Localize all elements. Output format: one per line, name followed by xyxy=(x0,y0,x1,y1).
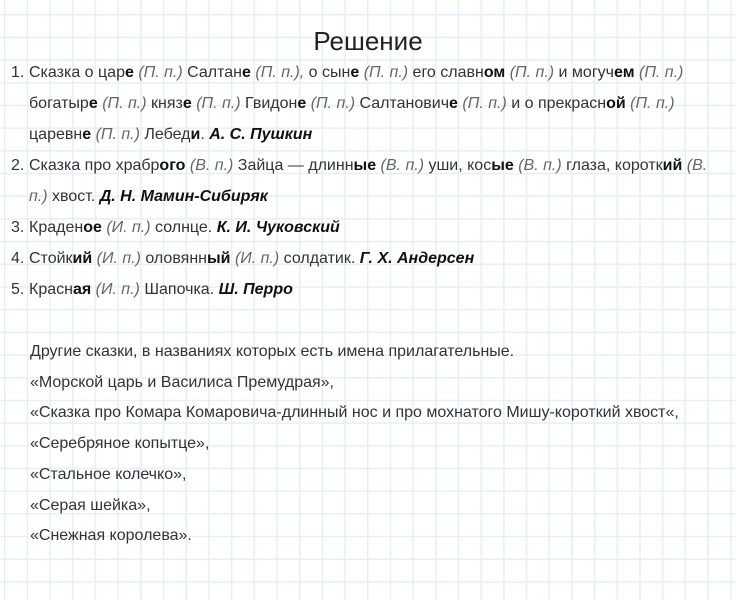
adjective-ending: ые xyxy=(353,157,377,174)
item-number: 3. xyxy=(11,219,25,236)
text-segment: Стойк xyxy=(29,250,73,267)
solution-item xyxy=(0,150,725,212)
case-label: (П. п.), xyxy=(255,64,305,81)
case-label: (И. п.) xyxy=(106,219,151,236)
solution-list xyxy=(0,57,725,305)
adjective-ending: е xyxy=(82,126,92,143)
text-segment: хвост. xyxy=(47,188,100,205)
author-name: Ш. Перро xyxy=(218,281,293,298)
text-segment: Шапочка. xyxy=(139,281,219,298)
solution-item xyxy=(0,57,725,150)
text-segment: солнце. xyxy=(150,219,217,236)
case-label: (И. п.) xyxy=(96,250,141,267)
author-name: Д. Н. Мамин-Сибиряк xyxy=(99,188,268,205)
text-segment: Салтан xyxy=(182,64,243,81)
adjective-ending: ий xyxy=(662,157,683,174)
case-label: (В. п.) xyxy=(518,157,562,174)
text-segment: царевн xyxy=(29,126,83,143)
text-segment: Гвидон xyxy=(240,95,298,112)
adjective-ending: ом xyxy=(483,64,506,81)
text-segment: и о прекрасн xyxy=(506,95,607,112)
text-segment: оловянн xyxy=(140,250,207,267)
case-label: (П. п.) xyxy=(462,95,507,112)
adjective-ending: е xyxy=(297,95,307,112)
tale-title: «Морской царь и Василиса Премудрая», xyxy=(30,373,334,391)
text-segment: солдатик. xyxy=(279,250,360,267)
text-segment: глаза, коротк xyxy=(561,157,663,174)
case-label: (И. п.) xyxy=(234,250,280,267)
page-title: Решение xyxy=(313,26,423,57)
text-segment: . xyxy=(200,126,210,143)
tale-title: «Сказка про Комара Комаровича-длинный нос и про мохнатого Мишу-короткий хвост«, xyxy=(30,404,679,422)
case-label: (П. п.) xyxy=(509,64,555,81)
case-label: (П. п.) xyxy=(95,126,140,143)
text-segment: о сын xyxy=(304,64,351,81)
tale-title: «Серая шейка», xyxy=(30,496,151,514)
solution-item xyxy=(0,274,725,305)
case-label: (П. п.) xyxy=(310,95,356,112)
adjective-ending: е xyxy=(350,64,360,81)
adjective-ending: е xyxy=(242,64,251,81)
author-name: Г. Х. Андерсен xyxy=(359,250,475,267)
item-number: 2. xyxy=(11,157,25,174)
adjective-ending: ая xyxy=(72,281,92,298)
item-number: 4. xyxy=(11,250,25,267)
case-label: (П. п.) xyxy=(102,95,147,112)
text-segment: богатыр xyxy=(29,95,89,112)
adjective-ending: ем xyxy=(614,64,635,81)
adjective-ending: ые xyxy=(491,157,514,174)
adjective-ending: ого xyxy=(159,157,186,174)
adjective-ending: и xyxy=(190,126,201,143)
text-segment: Краден xyxy=(29,219,84,236)
tale-title: «Серебряное копытце», xyxy=(30,435,210,453)
text-segment: и могуч xyxy=(554,64,614,81)
adjective-ending: е xyxy=(182,95,192,112)
other-tales-intro: Другие сказки, в названиях которых есть имена прилагательные. xyxy=(30,343,515,360)
adjective-ending: е xyxy=(88,95,98,112)
text-segment: Сказка про храбр xyxy=(29,157,160,174)
case-label: (П. п.) xyxy=(638,64,684,81)
solution-item xyxy=(0,212,725,243)
adjective-ending: ое xyxy=(83,219,102,236)
adjective-ending: ый xyxy=(206,250,231,267)
adjective-ending: ой xyxy=(606,95,626,112)
item-number: 1. xyxy=(11,64,25,81)
case-label: (В. п.) xyxy=(189,157,234,174)
case-label: (И. п.) xyxy=(95,281,140,298)
case-label: (П. п.) xyxy=(630,95,675,112)
adjective-ending: ий xyxy=(72,250,93,267)
other-tales-section xyxy=(30,337,730,552)
case-label: (В. п.) xyxy=(29,157,708,205)
author-name: К. И. Чуковский xyxy=(216,219,340,236)
adjective-ending: е xyxy=(124,64,134,81)
text-segment: княз xyxy=(146,95,183,112)
case-label: (П. п.) xyxy=(138,64,183,81)
adjective-ending: е xyxy=(449,95,458,112)
case-label: (П. п.) xyxy=(363,64,409,81)
solution-item xyxy=(0,243,725,274)
tale-title: «Снежная королева». xyxy=(30,527,192,545)
text-segment: Сказка о цар xyxy=(29,64,125,81)
tale-title: «Стальное колечко», xyxy=(30,465,187,483)
text-segment: Зайца — длинн xyxy=(233,157,354,174)
text-segment: его славн xyxy=(408,64,484,81)
text-segment: уши, кос xyxy=(424,157,492,174)
case-label: (П. п.) xyxy=(196,95,241,112)
author-name: А. С. Пушкин xyxy=(209,126,313,143)
text-segment: Салтанович xyxy=(355,95,450,112)
text-segment: Лебед xyxy=(139,126,191,143)
item-number: 5. xyxy=(11,281,25,298)
case-label: (В. п.) xyxy=(380,157,425,174)
text-segment: Красн xyxy=(29,281,73,298)
